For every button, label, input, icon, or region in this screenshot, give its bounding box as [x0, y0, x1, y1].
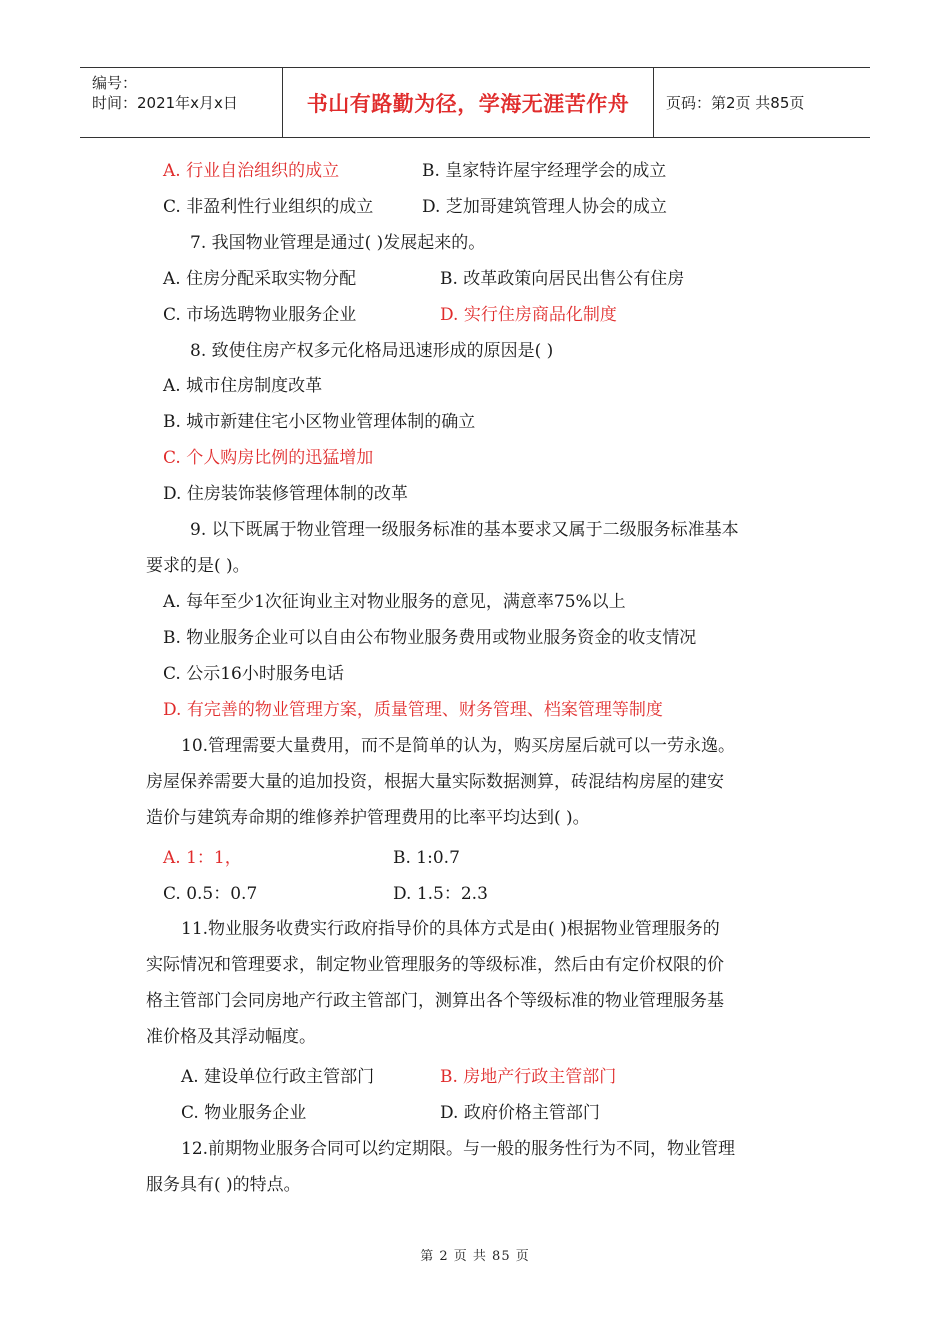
page-footer: 第 2 页 共 85 页 [420, 1249, 530, 1264]
text-line: C. 市场选聘物业服务企业 [163, 305, 357, 325]
text-line: 10.管理需要大量费用，而不是简单的认为，购买房屋后就可以一劳永逸。 [181, 736, 736, 756]
text-line: 11.物业服务收费实行政府指导价的具体方式是由( )根据物业管理服务的 [181, 919, 720, 939]
document-number-label: 编号： [92, 74, 138, 92]
answer-line: D. 有完善的物业管理方案，质量管理、财务管理、档案管理等制度 [163, 700, 663, 720]
text-line: D. 住房装饰装修管理体制的改革 [163, 484, 408, 504]
text-line: B. 皇家特许屋宇经理学会的成立 [422, 161, 667, 181]
text-line: 7. 我国物业管理是通过( )发展起来的。 [190, 233, 486, 253]
text-line: 造价与建筑寿命期的维修养护管理费用的比率平均达到( )。 [146, 808, 590, 828]
text-line: A. 住房分配采取实物分配 [163, 269, 357, 289]
text-line: 9. 以下既属于物业管理一级服务标准的基本要求又属于二级服务标准基本 [190, 520, 739, 540]
text-line: C. 物业服务企业 [181, 1103, 307, 1123]
text-line: B. 改革政策向居民出售公有住房 [440, 269, 685, 289]
answer-line: B. 房地产行政主管部门 [440, 1067, 617, 1087]
header-page-label: 页码：第2页 共85页 [666, 94, 805, 112]
text-line: 服务具有( )的特点。 [146, 1175, 301, 1195]
document-time-label: 时间：2021年x月x日 [92, 94, 238, 112]
text-line: A. 建设单位行政主管部门 [181, 1067, 375, 1087]
text-line: C. 0.5：0.7 [163, 884, 258, 904]
text-line: B. 1:0.7 [393, 848, 460, 868]
text-line: 实际情况和管理要求，制定物业管理服务的等级标准，然后由有定价权限的价 [146, 955, 724, 975]
answer-line: A. 1：1， [163, 848, 242, 868]
text-line: C. 非盈利性行业组织的成立 [163, 197, 374, 217]
answer-line: D. 实行住房商品化制度 [440, 305, 617, 325]
text-line: A. 城市住房制度改革 [163, 376, 323, 396]
text-line: D. 芝加哥建筑管理人协会的成立 [422, 197, 667, 217]
text-line: 格主管部门会同房地产行政主管部门，测算出各个等级标准的物业管理服务基 [146, 991, 724, 1011]
text-line: D. 1.5：2.3 [393, 884, 488, 904]
answer-line: C. 个人购房比例的迅猛增加 [163, 448, 374, 468]
text-line: 12.前期物业服务合同可以约定期限。与一般的服务性行为不同，物业管理 [181, 1139, 736, 1159]
text-line: 准价格及其浮动幅度。 [146, 1027, 316, 1047]
text-line: B. 物业服务企业可以自由公布物业服务费用或物业服务资金的收支情况 [163, 628, 697, 648]
header-meta-cell [80, 68, 283, 137]
text-line: 要求的是( )。 [146, 556, 250, 576]
text-line: D. 政府价格主管部门 [440, 1103, 600, 1123]
text-line: 8. 致使住房产权多元化格局迅速形成的原因是( ) [190, 341, 554, 361]
header-table [80, 67, 870, 138]
text-line: B. 城市新建住宅小区物业管理体制的确立 [163, 412, 476, 432]
text-line: 房屋保养需要大量的追加投资，根据大量实际数据测算，砖混结构房屋的建安 [146, 772, 724, 792]
answer-line: A. 行业自治组织的成立 [163, 161, 340, 181]
text-line: C. 公示16小时服务电话 [163, 664, 344, 684]
text-line: A. 每年至少1次征询业主对物业服务的意见，满意率75%以上 [163, 592, 626, 612]
header-motto: 书山有路勤为径，学海无涯苦作舟 [283, 68, 654, 137]
